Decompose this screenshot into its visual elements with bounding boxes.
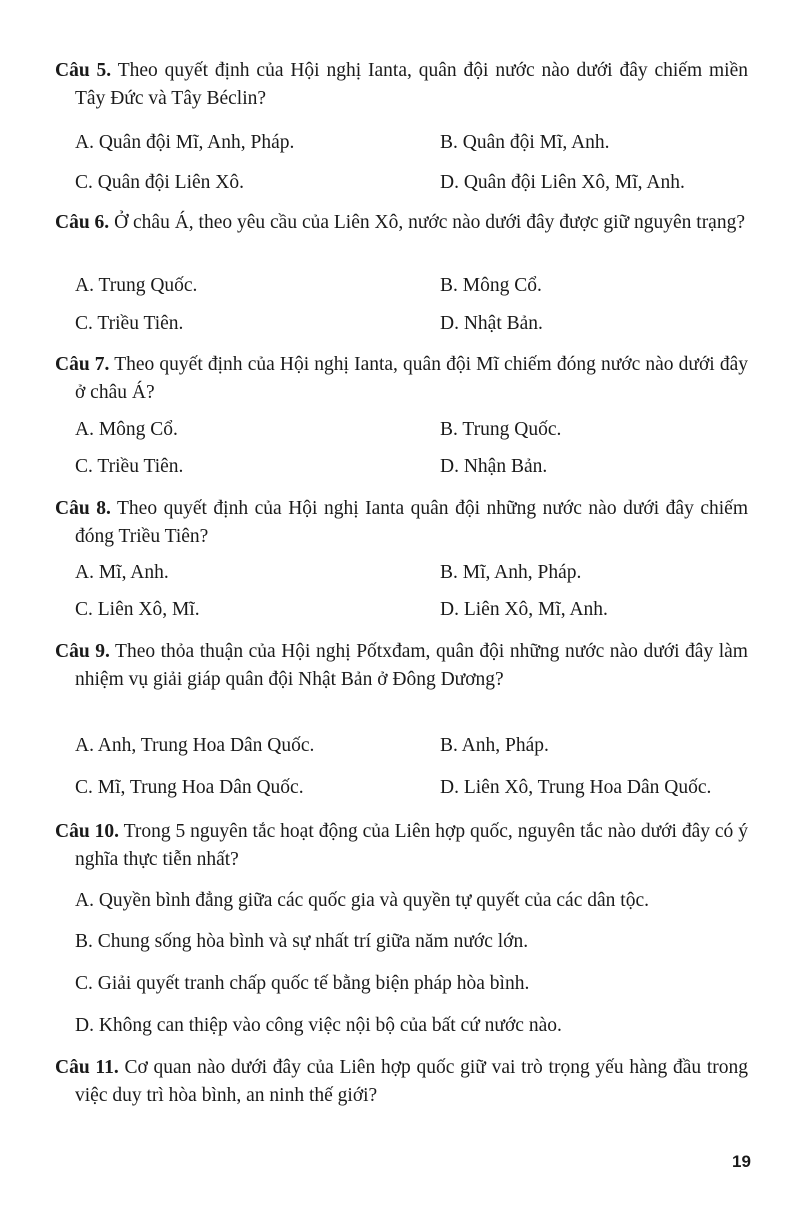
page-number: 19	[732, 1152, 751, 1171]
option-b: B. Quân đội Mĩ, Anh.	[440, 132, 610, 153]
option-d: D. Liên Xô, Trung Hoa Dân Quốc.	[440, 777, 712, 798]
option-c: C. Mĩ, Trung Hoa Dân Quốc.	[75, 777, 304, 798]
question-text: Ở châu Á, theo yêu cầu của Liên Xô, nước nào dưới đây được giữ nguyên trạng?	[114, 212, 745, 233]
question-label: Câu 6.	[55, 212, 110, 233]
option-a: A. Anh, Trung Hoa Dân Quốc.	[75, 735, 315, 756]
option-c: C. Giải quyết tranh chấp quốc tế bằng biện pháp hòa bình.	[75, 973, 530, 994]
option-a: A. Quân đội Mĩ, Anh, Pháp.	[75, 132, 295, 153]
question-label: Câu 8.	[55, 498, 111, 519]
option-c: C. Quân đội Liên Xô.	[75, 172, 244, 193]
option-b: B. Mông Cổ.	[440, 275, 542, 296]
option-d: D. Nhận Bản.	[440, 456, 548, 477]
option-a: A. Mông Cổ.	[75, 419, 178, 440]
question-8	[55, 495, 748, 551]
question-11	[55, 1054, 748, 1110]
question-label: Câu 11.	[55, 1057, 119, 1078]
question-label: Câu 9.	[55, 641, 110, 662]
option-b: B. Chung sống hòa bình và sự nhất trí giữa năm nước lớn.	[75, 931, 529, 952]
question-text: Theo quyết định của Hội nghị Ianta, quân đội Mĩ chiếm đóng nước nào dưới đây ở châu Á?	[75, 354, 748, 403]
option-a: A. Quyền bình đẳng giữa các quốc gia và quyền tự quyết của các dân tộc.	[75, 890, 649, 911]
question-label: Câu 10.	[55, 821, 119, 842]
option-a: A. Mĩ, Anh.	[75, 562, 169, 583]
question-6	[55, 209, 748, 237]
question-text: Theo thỏa thuận của Hội nghị Pốtxđam, quân đội những nước nào dưới đây làm nhiệm vụ giải giáp quân đội Nhật Bản ở Đông Dương?	[75, 641, 748, 690]
question-label: Câu 7.	[55, 354, 110, 375]
question-text: Theo quyết định của Hội nghị Ianta, quân đội nước nào dưới đây chiếm miền Tây Đức và Tây Béclin?	[75, 60, 748, 109]
option-c: C. Liên Xô, Mĩ.	[75, 599, 200, 620]
option-b: B. Mĩ, Anh, Pháp.	[440, 562, 582, 583]
question-label: Câu 5.	[55, 60, 112, 81]
question-9	[55, 638, 748, 694]
option-b: B. Trung Quốc.	[440, 419, 562, 440]
option-d: D. Quân đội Liên Xô, Mĩ, Anh.	[440, 172, 685, 193]
question-7	[55, 351, 748, 407]
option-c: C. Triều Tiên.	[75, 456, 184, 477]
option-d: D. Nhật Bản.	[440, 313, 543, 334]
option-a: A. Trung Quốc.	[75, 275, 198, 296]
question-5	[55, 57, 748, 113]
question-text: Cơ quan nào dưới đây của Liên hợp quốc giữ vai trò trọng yếu hàng đầu trong việc duy trì hòa bình, an ninh thế giới?	[75, 1057, 748, 1106]
option-d: D. Liên Xô, Mĩ, Anh.	[440, 599, 608, 620]
option-d: D. Không can thiệp vào công việc nội bộ của bất cứ nước nào.	[75, 1015, 562, 1036]
question-10	[55, 818, 748, 874]
question-text: Trong 5 nguyên tắc hoạt động của Liên hợp quốc, nguyên tắc nào dưới đây có ý nghĩa thực tiễn nhất?	[75, 821, 748, 870]
option-b: B. Anh, Pháp.	[440, 735, 549, 756]
option-c: C. Triều Tiên.	[75, 313, 184, 334]
question-text: Theo quyết định của Hội nghị Ianta quân đội những nước nào dưới đây chiếm đóng Triều Tiên?	[75, 498, 748, 547]
